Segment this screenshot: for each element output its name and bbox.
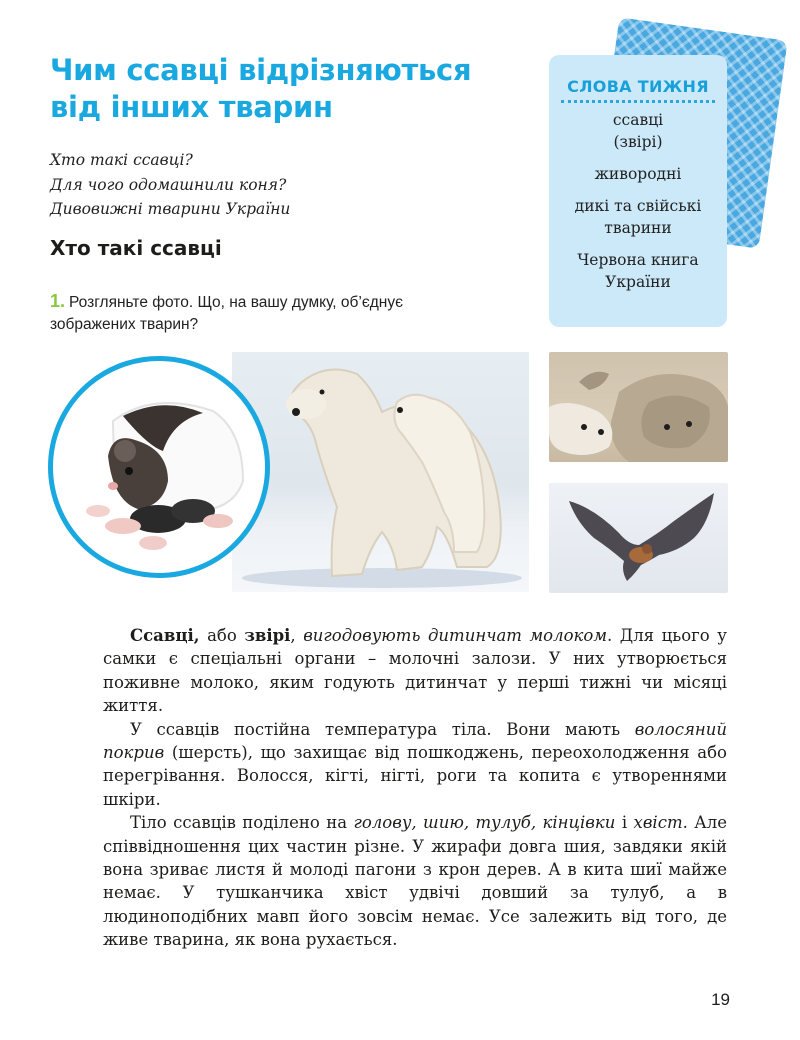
task-number: 1. [50, 291, 66, 311]
text-span: У ссавців постійна температура тіла. Вони мають [130, 719, 635, 739]
emphasis-tail: хвіст [633, 813, 683, 833]
word-item: ссавці (звірі) [612, 111, 664, 151]
rat-with-pups-photo [48, 356, 270, 578]
title-line-1: Чим ссавці відрізняються [50, 53, 472, 87]
text-span: (шерсть), що захищає від пошкоджень, переохолодження або перегрівання. Волосся, кігті, нігті, роги та копита є утвореннями шкіри. [103, 743, 727, 809]
words-card-divider [561, 100, 715, 103]
word-item: Червона книга України [577, 251, 699, 291]
task-1 [50, 290, 430, 336]
text-span: або [199, 626, 245, 645]
text-span: . Для цього у самки є спеціальні органи – молочні залози. У них утворюється поживне молоко, яким годують дитинчат у перші тижні чи місяці життя. [103, 626, 727, 716]
bat-photo [549, 483, 728, 593]
paragraph-3 [103, 811, 727, 951]
main-text [103, 624, 727, 952]
section-heading: Хто такі ссавці [50, 236, 222, 260]
word-item: дикі та свійські тварини [574, 197, 702, 237]
words-list [549, 109, 727, 293]
seals-photo [549, 352, 728, 462]
question-2: Для чого одомашнили коня? [50, 175, 287, 194]
words-card-title: СЛОВА ТИЖНЯ [567, 77, 709, 96]
polar-bears-photo [232, 352, 529, 592]
text-span: Тіло ссавців поділено на [130, 813, 354, 833]
word-item: живородні [594, 165, 682, 183]
term-beasts: звірі [244, 626, 291, 645]
term-mammals: Ссавці, [130, 626, 200, 645]
page-title [50, 52, 530, 126]
text-span: . Але співвідношення цих частин різне. У жирафи довга шия, завдяки якій вона зриває листя й молоді пагони з крон дерев. А в кита шиї майже немає. У тушканчика хвіст удвічі довший за тулуб, а в людиноподібних мавп його зовсім немає. Усе залежить від того, де живе тварина, як вона рухається. [103, 813, 727, 950]
question-1: Хто такі ссавці? [50, 151, 193, 169]
emphasis-body-parts: голову, шию, тулуб, кінцівки [353, 813, 616, 833]
emphasis-milk: вигодовують дитинчат молоком [303, 626, 607, 645]
page-number: 19 [711, 990, 730, 1009]
question-3: Дивовижні тварини України [50, 200, 291, 218]
task-text: Розгляньте фото. Що, на вашу думку, об’єднує зображених тварин? [50, 294, 404, 333]
text-span: і [615, 813, 634, 833]
lesson-questions [50, 148, 410, 222]
words-of-week-card [549, 55, 727, 327]
text-span: , [290, 626, 304, 645]
paragraph-1 [103, 624, 727, 718]
title-line-2: від інших тварин [50, 90, 333, 124]
emphasis-hair: волосяний покрив [103, 719, 727, 763]
paragraph-2 [103, 718, 727, 812]
